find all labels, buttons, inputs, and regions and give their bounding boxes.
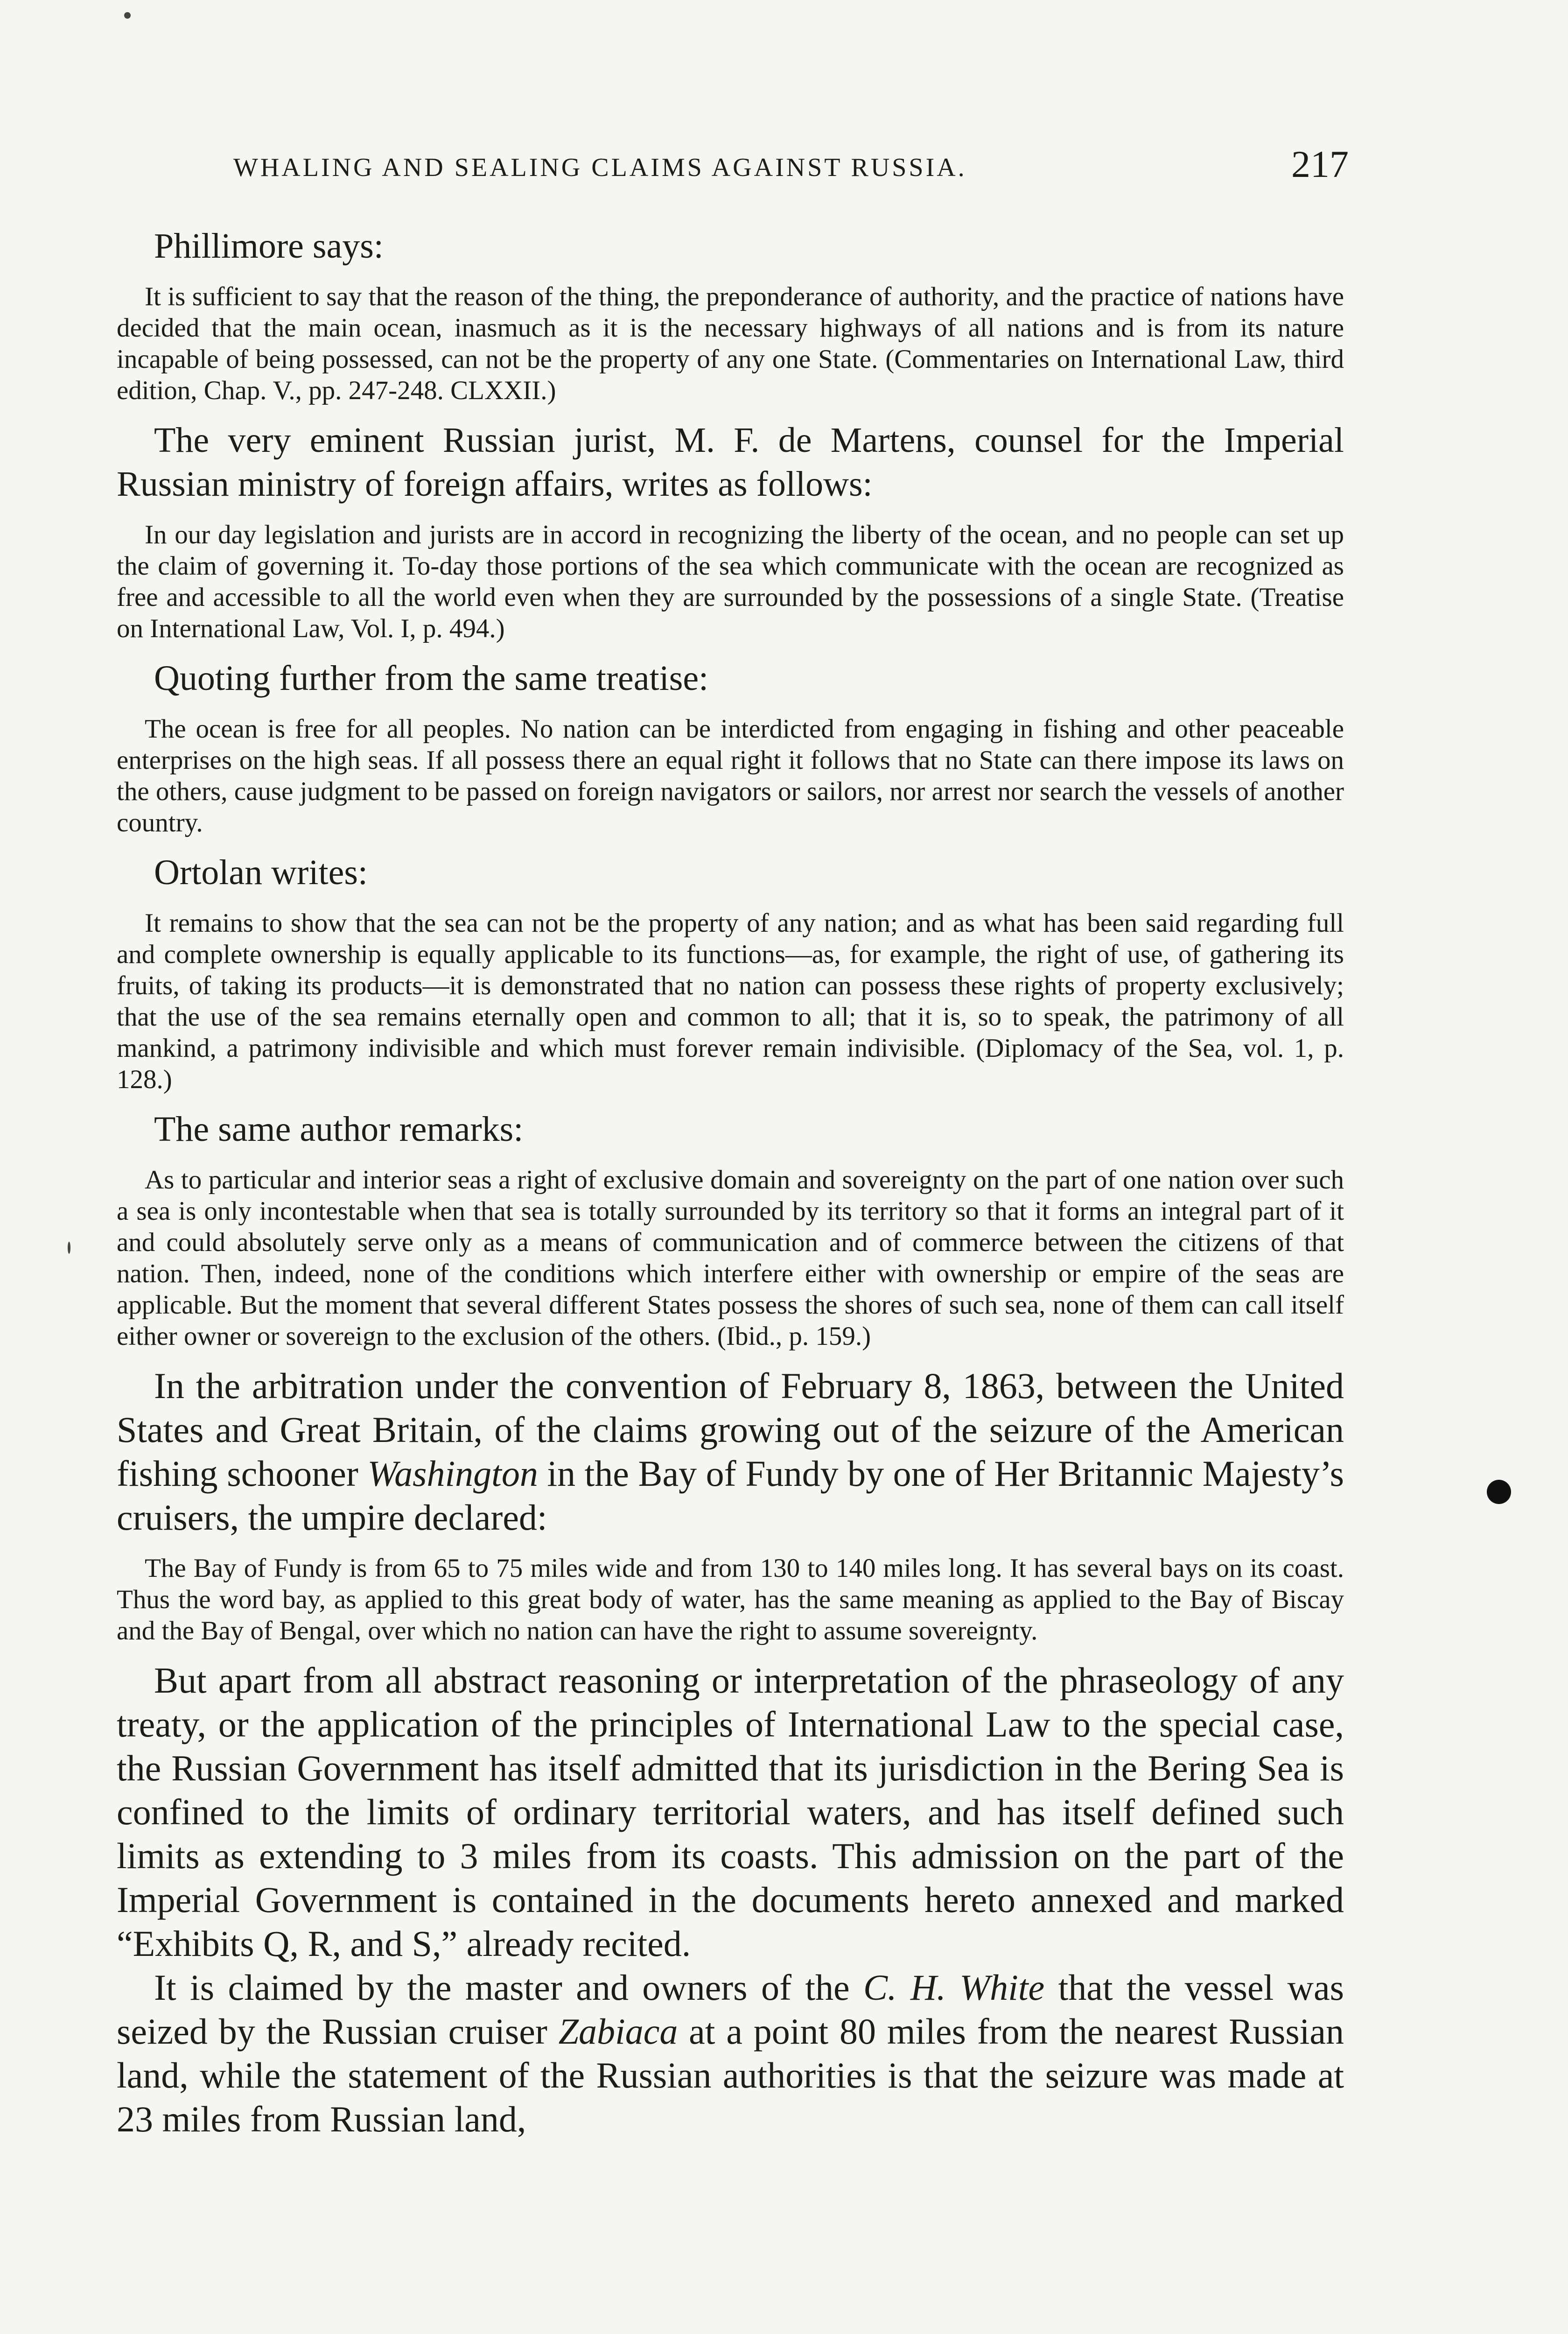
- lead-martens: The very eminent Russian jurist, M. F. de Martens, counsel for the Imperial Russian ministry of foreign affairs, writes as follows:: [117, 421, 1344, 504]
- quote-ortolan: It remains to show that the sea can not be the property of any nation; and as what has been said regarding full and complete ownership is equally applicable to its functions—as, for example, the right of use, of gathering its fruits, of taking its products—it is demonstrated that no nation can possess these rights of property exclusively; that the use of the sea remains eternally open and common to all; that it is, so to speak, the patrimony of all mankind, a patrimony indivisible and which must forever remain indivisible. (Diplomacy of the Sea, vol. 1, p. 128.): [117, 908, 1344, 1094]
- page-number: 217: [1291, 143, 1349, 185]
- lead-ortolan: Ortolan writes:: [154, 853, 368, 892]
- quote-treatise: The ocean is free for all peoples. No nation can be interdicted from engaging in fishing and other peaceable enterprises on the high seas. If all possess there an equal right it follows that no State can there impose its laws on the others, cause judgment to be passed on foreign navigators or sailors, nor arrest nor search the vessels of another country.: [117, 714, 1344, 837]
- paragraph-arbitration: [117, 1364, 1344, 1540]
- ink-speck-left: [68, 1242, 70, 1254]
- quote-bay-of-fundy: The Bay of Fundy is from 65 to 75 miles wide and from 130 to 140 miles long. It has several bays on its coast. Thus the word bay, as applied to this great body of water, has the same meaning as applied to the Bay of Biscay and the Bay of Bengal, over which no nation can have the right to assume sovereignty.: [117, 1554, 1344, 1645]
- paragraph-russian-admission: But apart from all abstract reasoning or interpretation of the phraseology of any treaty, or the application of the principles of International Law to the special case, the Russian Government has itself admitted that its jurisdiction in the Bering Sea is confined to the limits of ordinary territorial waters, and has itself defined such limits as extending to 3 miles from its coasts. This admission on the part of the Imperial Government is contained in the documents hereto annexed and marked “Exhibits Q, R, and S,” already recited.: [117, 1660, 1344, 1964]
- lead-phillimore: Phillimore says:: [154, 226, 384, 266]
- paragraph-claim-text-a: It is claimed by the master and owners of the: [154, 1967, 864, 2008]
- quote-phillimore: It is sufficient to say that the reason of the thing, the preponderance of authority, and the practice of nations have decided that the main ocean, inasmuch as it is the necessary highways of all nations and is from its nature incapable of being possessed, can not be the property of any one State. (Commentaries on International Law, third edition, Chap. V., pp. 247-248. CLXXII.): [117, 282, 1344, 405]
- paragraph-claim-text-c: at a point 80 miles from the nearest Russian land, while the statement of the Russian authorities is that the seizure was made at 23 miles from Russian land,: [117, 2011, 1344, 2139]
- quote-martens: In our day legislation and jurists are in accord in recognizing the liberty of the ocean, and no people can set up the claim of governing it. To-day those portions of the sea which communicate with the ocean are recognized as free and accessible to all the world even when they are surrounded by the possessions of a single State. (Treatise on International Law, Vol. I, p. 494.): [117, 520, 1344, 643]
- paragraph-arbitration-text-b: in the Bay of Fundy by one of Her Britannic Majesty’s cruisers, the umpire declared:: [117, 1453, 1344, 1538]
- paragraph-claim-text-b: that the vessel was seized by the Russian cruiser: [117, 1967, 1344, 2052]
- page-header: [117, 142, 1349, 194]
- lead-quoting-further: Quoting further from the same treatise:: [154, 659, 709, 698]
- ink-blot-margin: [1487, 1480, 1511, 1504]
- ink-speck-top: [124, 12, 131, 19]
- cruiser-name-zabiaca: Zabiaca: [558, 2011, 678, 2052]
- page-body: [117, 224, 1344, 2141]
- ship-name-washington: Washington: [367, 1453, 538, 1494]
- vessel-name-ch-white: C. H. White: [863, 1967, 1045, 2008]
- lead-same-author: The same author remarks:: [154, 1110, 524, 1149]
- paragraph-ch-white-claim: [117, 1966, 1344, 2141]
- running-title: WHALING AND SEALING CLAIMS AGAINST RUSSIA.: [233, 153, 967, 182]
- paragraph-arbitration-text-a: In the arbitration under the convention of February 8, 1863, between the United States and Great Britain, of the claims growing out of the seizure of the American fishing schooner: [117, 1365, 1344, 1494]
- quote-same-author: As to particular and interior seas a right of exclusive domain and sovereignty on the part of one nation over such a sea is only incontestable when that sea is totally surrounded by its territory so that it forms an integral part of it and could absolutely serve only as a means of communication and of commerce between the citizens of that nation. Then, indeed, none of the conditions which interfere either with ownership or empire of the seas are applicable. But the moment that several different States possess the shores of such sea, none of them can call itself either owner or sovereign to the exclusion of the others. (Ibid., p. 159.): [117, 1165, 1344, 1351]
